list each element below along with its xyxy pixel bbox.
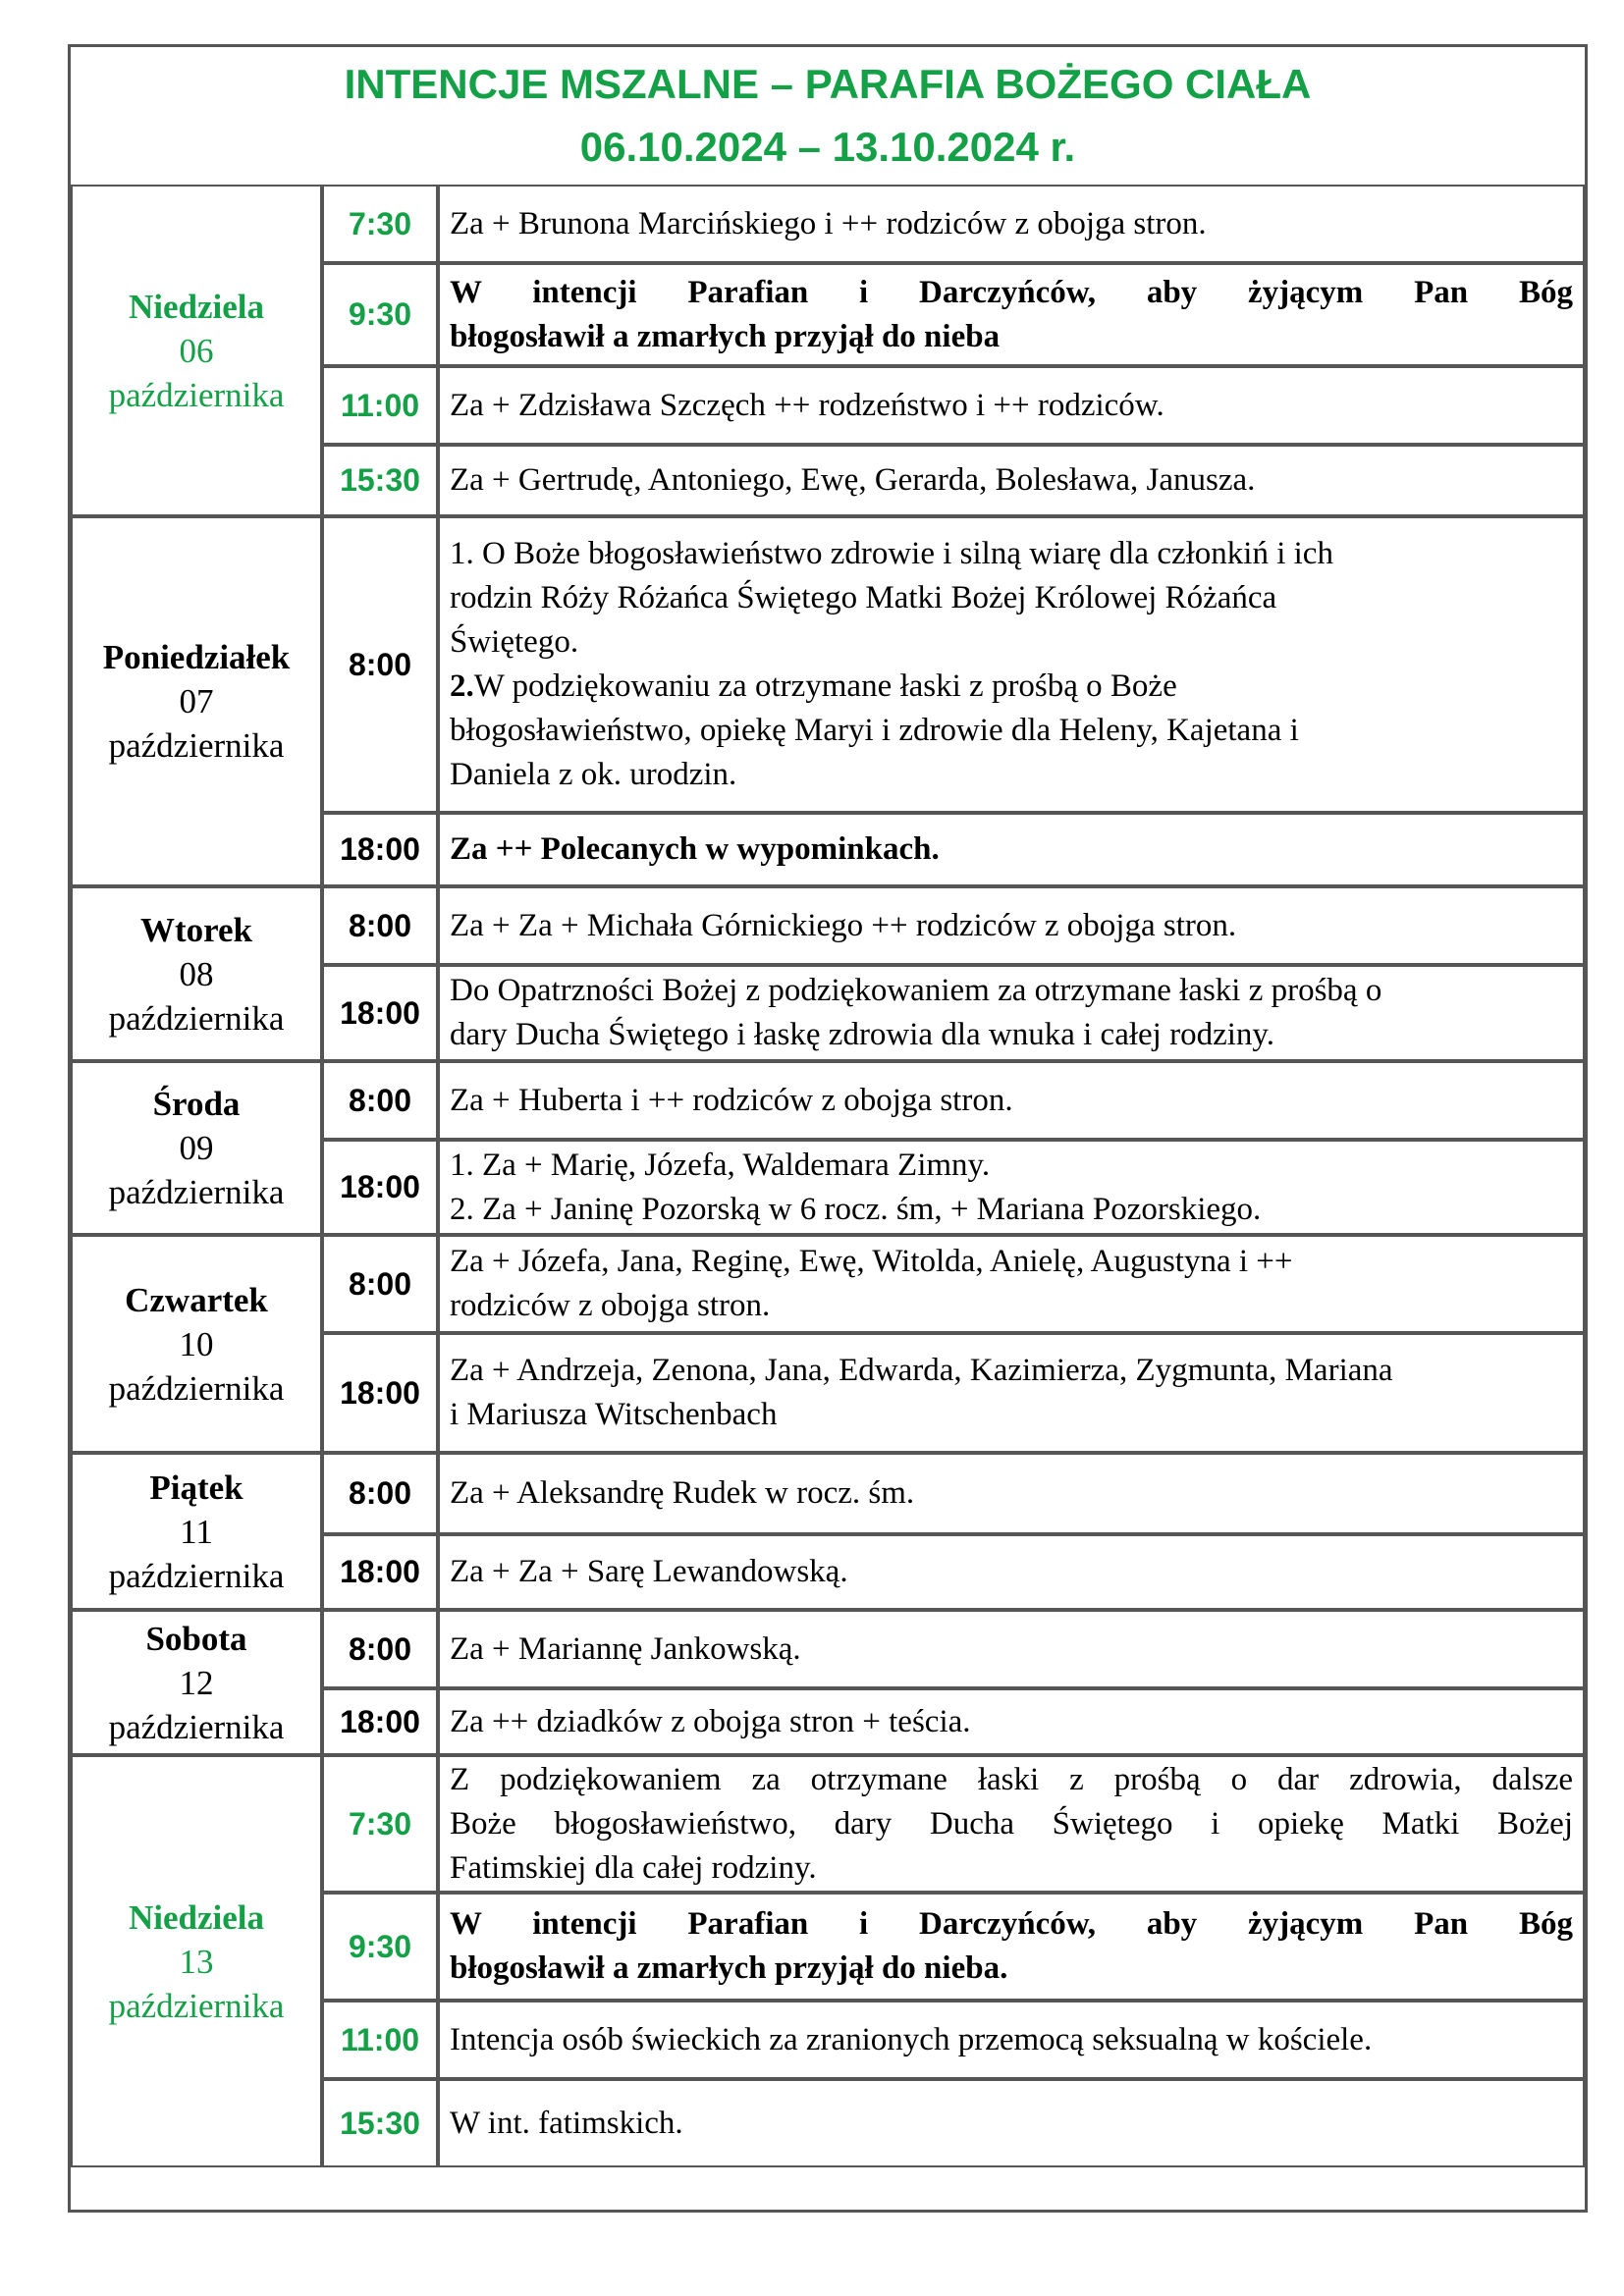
day-month: października xyxy=(108,726,285,765)
mass-intention xyxy=(438,2001,1585,2079)
mass-time: 8:00 xyxy=(322,1061,438,1140)
intentions-sheet xyxy=(68,44,1588,2213)
day-number: 07 xyxy=(179,682,214,721)
intention-line: Za + Brunona Marcińskiego i ++ rodziców z obojga stron. xyxy=(450,205,1207,241)
intention-line: Za + Gertrudę, Antoniego, Ewę, Gerarda, Bolesława, Janusza. xyxy=(450,462,1256,498)
intention-line: 1. Za + Marię, Józefa, Waldemara Zimny. xyxy=(450,1147,991,1183)
intention-line: W int. fatimskich. xyxy=(450,2105,683,2141)
intention-line: Świętego. xyxy=(450,624,579,660)
day-number: 12 xyxy=(179,1663,214,1702)
mass-intention xyxy=(438,1755,1585,1893)
day-cell xyxy=(71,1610,322,1755)
mass-intention xyxy=(438,366,1585,445)
intention-line: Intencja osób świeckich za zranionych przemocą seksualną w kościele. xyxy=(450,2021,1373,2057)
mass-intention xyxy=(438,1610,1585,1688)
day-cell xyxy=(71,516,322,886)
intention-line: Za + Andrzeja, Zenona, Jana, Edwarda, Kazimierza, Zygmunta, Mariana xyxy=(450,1353,1393,1388)
intention-line: Za + Za + Sarę Lewandowską. xyxy=(450,1554,848,1589)
day-number: 09 xyxy=(179,1129,214,1167)
mass-time: 11:00 xyxy=(322,2001,438,2079)
intention-line: W intencji Parafian i Darczyńców, aby żyjącym Pan Bóg xyxy=(450,1906,1573,1942)
intention-line: W intencji Parafian i Darczyńców, aby żyjącym Pan Bóg xyxy=(450,274,1573,310)
intention-line: Za + Za + Michała Górnickiego ++ rodziców z obojga stron. xyxy=(450,907,1237,943)
intention-line: 2. Za + Janinę Pozorską w 6 rocz. śm, + Mariana Pozorskiego. xyxy=(450,1191,1262,1227)
mass-intention xyxy=(438,1688,1585,1755)
mass-intention xyxy=(438,1453,1585,1534)
day-name: Niedziela xyxy=(128,1897,265,1937)
day-number: 11 xyxy=(180,1512,213,1551)
intention-line: Za ++ Polecanych w wypominkach. xyxy=(450,831,940,867)
mass-time: 7:30 xyxy=(322,1755,438,1893)
mass-time: 8:00 xyxy=(322,1610,438,1688)
intention-line: Za + Józefa, Jana, Reginę, Ewę, Witolda, Anielę, Augustyna i ++ xyxy=(450,1244,1293,1279)
intention-line: 1. O Boże błogosławieństwo zdrowie i silną wiarę dla członkiń i ich xyxy=(450,536,1333,571)
day-name: Środa xyxy=(152,1085,241,1123)
day-month: października xyxy=(108,375,285,414)
mass-time: 18:00 xyxy=(322,1140,438,1235)
mass-intention xyxy=(438,1235,1585,1333)
mass-time: 9:30 xyxy=(322,263,438,366)
mass-time: 8:00 xyxy=(322,516,438,813)
mass-intention xyxy=(438,1893,1585,2001)
day-cell xyxy=(71,886,322,1061)
day-month: października xyxy=(108,998,285,1038)
day-number: 10 xyxy=(179,1324,214,1363)
mass-intention xyxy=(438,445,1585,516)
mass-time: 11:00 xyxy=(322,366,438,445)
mass-intention xyxy=(438,1333,1585,1453)
mass-intention xyxy=(438,886,1585,965)
mass-intention xyxy=(438,813,1585,886)
mass-intention xyxy=(438,1140,1585,1235)
intention-line: błogosławił a zmarłych przyjął do nieba. xyxy=(450,1950,1008,1986)
day-month: października xyxy=(108,1556,285,1595)
mass-intention xyxy=(438,185,1585,263)
intention-line: Fatimskiej dla całej rodziny. xyxy=(450,1849,817,1886)
mass-time: 15:30 xyxy=(322,445,438,516)
mass-time: 18:00 xyxy=(322,1333,438,1453)
day-name: Piątek xyxy=(149,1468,244,1507)
intention-line: rodziców z obojga stron. xyxy=(450,1288,771,1323)
mass-intention xyxy=(438,965,1585,1061)
intention-line: Za + Huberta i ++ rodziców z obojga stron. xyxy=(450,1082,1013,1118)
intention-line: Do Opatrzności Bożej z podziękowaniem za otrzymane łaski z prośbą o xyxy=(450,973,1382,1008)
mass-intention xyxy=(438,2079,1585,2167)
intention-line: Boże błogosławieństwo, dary Ducha Świętego i opiekę Matki Bożej xyxy=(450,1805,1573,1842)
day-name: Czwartek xyxy=(125,1280,268,1319)
day-month: października xyxy=(108,1986,285,2025)
mass-intention xyxy=(438,1061,1585,1140)
day-name: Poniedziałek xyxy=(102,638,291,676)
intention-line: 2.W podziękowaniu za otrzymane łaski z prośbą o Boże xyxy=(450,668,1177,704)
intention-line: rodzin Róży Różańca Świętego Matki Bożej Królowej Różańca xyxy=(450,580,1277,615)
day-month: października xyxy=(108,1173,285,1211)
intention-line: Za + Zdzisława Szczęch ++ rodzeństwo i ++ rodziców. xyxy=(450,387,1164,423)
day-name: Wtorek xyxy=(139,910,253,949)
mass-time: 7:30 xyxy=(322,185,438,263)
mass-time: 18:00 xyxy=(322,813,438,886)
day-number: 06 xyxy=(179,331,214,370)
day-cell xyxy=(71,1061,322,1235)
intention-line: Za + Aleksandrę Rudek w rocz. śm. xyxy=(450,1475,915,1511)
day-number: 08 xyxy=(179,954,214,993)
day-month: października xyxy=(108,1368,285,1408)
mass-time: 15:30 xyxy=(322,2079,438,2167)
mass-intention xyxy=(438,1534,1585,1610)
intention-line: błogosławieństwo, opiekę Maryi i zdrowie dla Heleny, Kajetana i xyxy=(450,713,1299,748)
mass-time: 9:30 xyxy=(322,1893,438,2001)
mass-time: 8:00 xyxy=(322,1453,438,1534)
page-header xyxy=(71,47,1585,185)
day-name: Niedziela xyxy=(128,287,265,326)
day-cell xyxy=(71,185,322,516)
day-name: Sobota xyxy=(145,1619,247,1658)
intention-line: dary Ducha Świętego i łaskę zdrowia dla wnuka i całej rodziny. xyxy=(450,1017,1274,1052)
day-month: października xyxy=(108,1707,285,1746)
intention-line: Za ++ dziadków z obojga stron + teścia. xyxy=(450,1703,971,1739)
day-number: 13 xyxy=(179,1942,214,1981)
mass-time: 18:00 xyxy=(322,1688,438,1755)
intention-line: i Mariusza Witschenbach xyxy=(450,1397,778,1432)
mass-time: 18:00 xyxy=(322,965,438,1061)
mass-time: 18:00 xyxy=(322,1534,438,1610)
intention-line: Za + Mariannę Jankowską. xyxy=(450,1630,801,1667)
intention-line: Daniela z ok. urodzin. xyxy=(450,757,737,792)
day-cell xyxy=(71,1755,322,2167)
intention-line: błogosławił a zmarłych przyjął do nieba xyxy=(450,318,1001,354)
mass-intention xyxy=(438,516,1585,813)
intention-line: Z podziękowaniem za otrzymane łaski z prośbą o dar zdrowia, dalsze xyxy=(450,1761,1573,1797)
date-range: 06.10.2024 – 13.10.2024 r. xyxy=(579,124,1076,170)
mass-time: 8:00 xyxy=(322,1235,438,1333)
day-cell xyxy=(71,1235,322,1453)
day-cell xyxy=(71,1453,322,1610)
mass-time: 8:00 xyxy=(322,886,438,965)
page-title: INTENCJE MSZALNE – PARAFIA BOŻEGO CIAŁA xyxy=(344,61,1312,107)
mass-intention xyxy=(438,263,1585,366)
